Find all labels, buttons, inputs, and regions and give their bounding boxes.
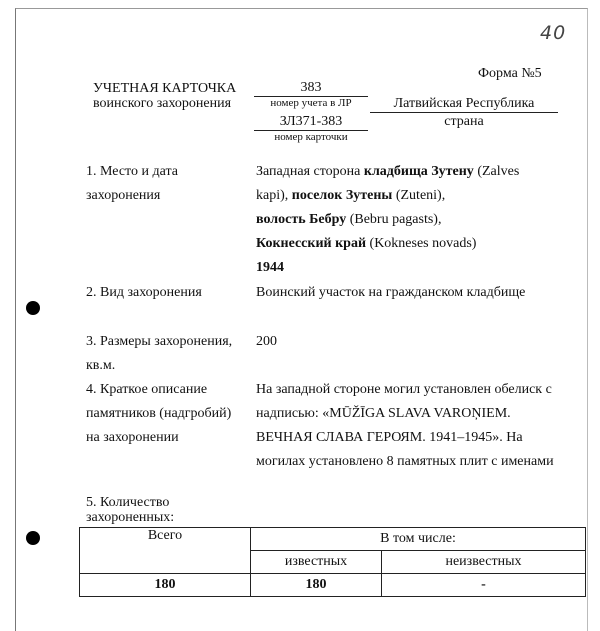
- page-number: 40: [540, 22, 567, 44]
- header-known: известных: [251, 551, 382, 574]
- table-row: [80, 528, 586, 551]
- table-row: [80, 574, 586, 597]
- place-value: Западная сторона кладбища Зутену (Zalves kapi), поселок Зутены (Zuteni), волость Бебру (Bebru pagasts), Кокнесский край (Kokneses novads) 1944: [256, 164, 520, 275]
- punch-hole-icon-2: [26, 531, 40, 545]
- card-subtitle: воинского захоронения: [93, 96, 232, 111]
- country-caption: страна: [444, 114, 484, 129]
- monuments-value: На западной стороне могил установлен обелиск с надписью: «MŪŽĪGA SLAVA VAROŅIEM. ВЕЧНАЯ СЛАВА ГЕРОЯМ. 1941–1945». На могилах установлено 8 памятных плит с именами: [256, 382, 554, 469]
- unknown-value: -: [382, 574, 586, 597]
- country-underline: [370, 112, 558, 113]
- header-total: Всего: [80, 528, 251, 574]
- burial-type-label: 2. Вид захоронения: [86, 285, 202, 300]
- monuments-label: 4. Краткое описание памятников (надгробий) на захоронении: [86, 382, 232, 445]
- country: Латвийская Республика: [393, 96, 535, 111]
- burial-type-value: Воинский участок на гражданском кладбище: [256, 285, 526, 300]
- card-number: ЗЛ371-383: [279, 114, 343, 129]
- header-including: В том числе:: [251, 528, 586, 551]
- registration-caption: номер учета в ЛР: [270, 97, 352, 109]
- place-label: 1. Место и дата захоронения: [86, 164, 178, 203]
- count-label: 5. Количество захороненных:: [86, 495, 175, 525]
- header-unknown: неизвестных: [382, 551, 586, 574]
- size-label: 3. Размеры захоронения, кв.м.: [86, 334, 233, 373]
- size-value: 200: [256, 334, 277, 349]
- punch-hole-icon: [26, 301, 40, 315]
- card-title: УЧЕТНАЯ КАРТОЧКА: [93, 81, 237, 96]
- registration-number: 383: [300, 80, 322, 95]
- known-value: 180: [251, 574, 382, 597]
- form-label: Форма №5: [478, 66, 542, 81]
- card-number-caption: номер карточки: [274, 131, 348, 143]
- total-value: 180: [80, 574, 251, 597]
- burial-count-table: [79, 527, 586, 597]
